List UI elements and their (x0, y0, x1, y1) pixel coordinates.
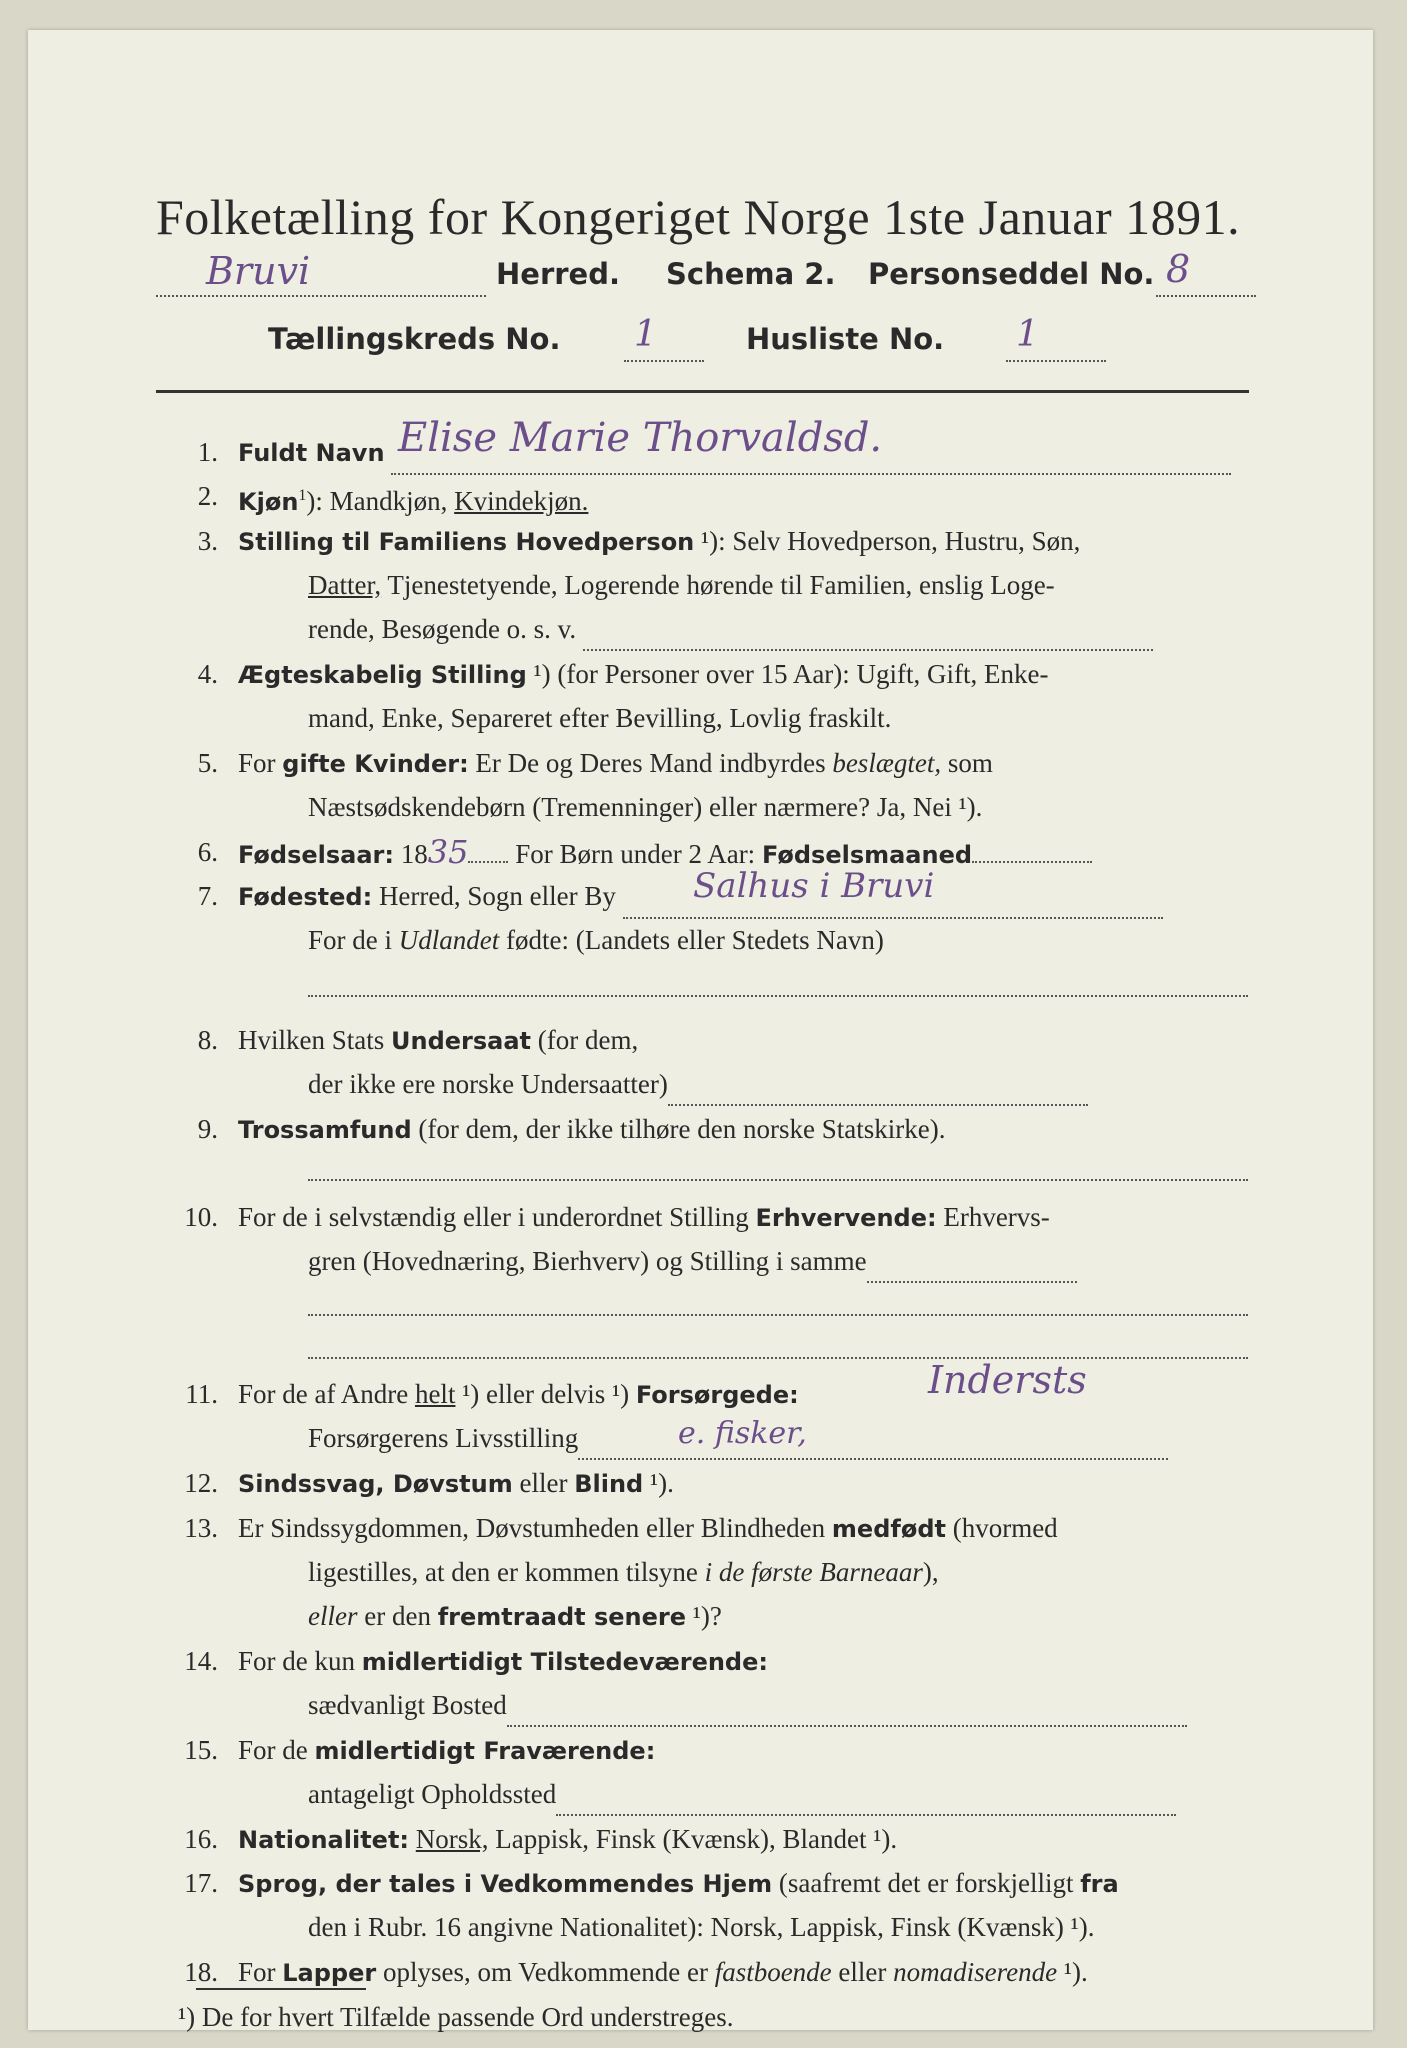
field-11-mid: ¹) eller delvis ¹) (455, 1379, 630, 1409)
field-5-number: 5. (197, 748, 218, 778)
field-14-line-2: sædvanligt Bosted (308, 1690, 507, 1720)
field-3-label: Stilling til Familiens Hovedperson (238, 528, 695, 556)
field-13-label-3: fremtraadt senere (437, 1603, 687, 1631)
field-5-label: gifte Kvinder: (282, 750, 469, 778)
herred-value: Bruvi (206, 249, 311, 293)
field-18-number: 18. (184, 1957, 218, 1987)
occupation-field (867, 1253, 1077, 1283)
field-7-number: 7. (197, 881, 218, 911)
field-10-label: Erhvervende: (755, 1204, 937, 1232)
field-6-children: For Børn under 2 Aar: (515, 839, 756, 869)
religion-field (308, 1151, 1248, 1181)
field-7-line-1: Herred, Sogn eller By (378, 881, 616, 911)
forsorger-value-2: e. fisker, (678, 1416, 807, 1451)
field-12-label-2: Blind (574, 1470, 644, 1498)
field-8-line-2: der ikke ere norske Undersaatter) (308, 1069, 668, 1099)
occupation-field-3 (308, 1329, 1248, 1359)
schema-label: Schema 2. (666, 257, 836, 291)
field-18-italic-1: fastboende (714, 1957, 832, 1987)
field-10-line-1b: Erhvervs- (943, 1202, 1050, 1232)
field-4-label: Ægteskabelig Stilling (238, 661, 527, 689)
field-8-label: Undersaat (391, 1027, 532, 1055)
field-13-line-1b: (hvormed (952, 1513, 1058, 1543)
usual-residence-field (507, 1697, 1187, 1727)
field-8-number: 8. (197, 1025, 218, 1055)
foreign-birthplace-field (308, 965, 1248, 997)
field-15-line-2: antageligt Opholdssted (308, 1779, 557, 1809)
stilling-datter: Datter, (308, 570, 382, 600)
birth-year-field (468, 837, 508, 863)
header-divider (156, 390, 1249, 393)
field-5-line-2: Næstsødskendebørn (Tremenninger) eller nærmere? Ja, Nei ¹). (308, 792, 983, 822)
field-10-number: 10. (184, 1202, 218, 1232)
field-12-post: ¹). (643, 1468, 674, 1498)
field-13-line-1: Er Sindssygdommen, Døvstumheden eller Blindheden (238, 1513, 826, 1543)
field-10-line-2: gren (Hovednæring, Bierhverv) og Stilling i samme (308, 1246, 867, 1276)
personseddel-label: Personseddel No. (868, 257, 1155, 291)
personseddel-value: 8 (1166, 247, 1191, 291)
occupation-field-2 (308, 1286, 1248, 1316)
field-11-label: Forsørgede: (635, 1381, 799, 1409)
field-8-post: (for dem, (537, 1025, 639, 1055)
taellingskreds-label: Tællingskreds No. (268, 322, 561, 356)
field-9-line-1: (for dem, der ikke tilhøre den norske Statskirke). (418, 1114, 946, 1144)
forsorget-helt: helt (414, 1379, 456, 1409)
herred-label: Herred. (496, 257, 620, 291)
field-5-line-1: Er De og Deres Mand indbyrdes (475, 748, 826, 778)
field-11-number: 11. (185, 1379, 218, 1409)
field-5-post: som (941, 748, 993, 778)
field-11-prefix: For de af Andre (238, 1379, 409, 1409)
footnote-divider (196, 1988, 366, 1990)
field-18-prefix: For (238, 1957, 276, 1987)
footnote: ¹) De for hvert Tilfælde passende Ord understreges. (178, 2002, 734, 2032)
field-10-line-1: For de i selvstændig eller i underordnet Stilling (238, 1202, 749, 1232)
provider-field (578, 1430, 1168, 1460)
field-7-line-2c: fødte: (Landets eller Stedets Navn) (499, 925, 884, 955)
field-13-line-2-italic: i de første Barneaar (704, 1557, 923, 1587)
field-2-colon: ): (306, 486, 323, 516)
field-15-number: 15. (184, 1735, 218, 1765)
field-3-number: 3. (197, 526, 218, 556)
field-13-line-2-post: ), (922, 1557, 939, 1587)
field-13-number: 13. (184, 1513, 218, 1543)
field-4-number: 4. (197, 659, 218, 689)
field-7-line-2a: For de i (308, 925, 399, 955)
birth-year-prefix: 18 (400, 839, 428, 869)
field-3-blank (583, 619, 1153, 651)
field-17-line-2: den i Rubr. 16 angivne Nationalitet): Norsk, Lappisk, Finsk (Kvænsk) ¹). (308, 1912, 1095, 1942)
field-17-fra: fra (1080, 1870, 1119, 1898)
kjon-mandkjon: Mandkjøn, (329, 486, 448, 516)
field-17-number: 17. (184, 1868, 218, 1898)
field-8-prefix: Hvilken Stats (238, 1025, 385, 1055)
field-16-rest: Lappisk, Finsk (Kvænsk), Blandet ¹). (488, 1824, 898, 1854)
field-3-line-1: ¹): Selv Hovedperson, Hustru, Søn, (701, 526, 1081, 556)
field-14-label: midlertidigt Tilstedeværende: (361, 1648, 768, 1676)
birth-year-value: 35 (427, 833, 469, 871)
husliste-label: Husliste No. (746, 322, 945, 356)
field-13-label: medfødt (831, 1515, 946, 1543)
field-3-line-3: rende, Besøgende o. s. v. (308, 614, 577, 644)
field-11-line-2: Forsørgerens Livsstilling (308, 1423, 579, 1453)
field-9-label: Trossamfund (238, 1116, 412, 1144)
field-2-label: Kjøn (238, 488, 299, 516)
field-13-line-3-post: ¹)? (686, 1601, 722, 1631)
field-12-mid: eller (519, 1468, 568, 1498)
field-7-line-2b: Udlandet (398, 925, 500, 955)
field-17-label: Sprog, der tales i Vedkommendes Hjem (238, 1870, 773, 1898)
field-12-label-1: Sindssvag, Døvstum (238, 1470, 513, 1498)
birthplace-value: Salhus i Bruvi (693, 866, 935, 906)
field-14-number: 14. (184, 1646, 218, 1676)
field-15-prefix: For de (238, 1735, 308, 1765)
field-5-prefix: For (238, 748, 276, 778)
field-18-post: ¹). (1057, 1957, 1088, 1987)
field-9-number: 9. (197, 1114, 218, 1144)
field-1-label: Fuldt Navn (238, 439, 385, 467)
field-13-line-2: ligestilles, at den er kommen tilsyne (308, 1557, 698, 1587)
field-15-label: midlertidigt Fraværende: (314, 1737, 656, 1765)
field-2-number: 2. (197, 481, 218, 511)
field-16-label: Nationalitet: (238, 1826, 410, 1854)
field-18-italic-2: nomadiserende (893, 1957, 1058, 1987)
form-title: Folketælling for Kongeriget Norge 1ste Januar 1891. (156, 189, 1241, 245)
field-13-line-3-italic: eller (308, 1601, 358, 1631)
kjon-kvindekjon: Kvindekjøn. (454, 486, 589, 516)
nationality-norsk: Norsk, (415, 1824, 489, 1854)
field-4-line-2: mand, Enke, Separeret efter Bevilling, Lovlig fraskilt. (308, 703, 892, 733)
field-14-prefix: For de kun (238, 1646, 355, 1676)
field-4-line-1: ¹) (for Personer over 15 Aar): Ugift, Gift, Enke- (533, 659, 1049, 689)
citizenship-field (668, 1076, 1088, 1106)
field-6-label: Fødselsaar: (238, 841, 394, 869)
husliste-value: 1 (1016, 314, 1039, 355)
birth-month-field (972, 837, 1092, 863)
field-5-italic: beslægtet, (832, 748, 942, 778)
field-17-line-1: (saafremt det er forskjelligt (778, 1868, 1074, 1898)
field-7-label: Fødested: (238, 883, 373, 911)
field-18-label: Lapper (282, 1959, 377, 1987)
field-18-mid: oplyses, om Vedkommende er (382, 1957, 708, 1987)
field-6-number: 6. (197, 837, 218, 867)
name-value: Elise Marie Thorvaldsd. (398, 415, 883, 461)
census-form-page (28, 30, 1373, 2030)
header-line-2 (156, 247, 1256, 307)
field-12-number: 12. (184, 1468, 218, 1498)
birth-month-label: Fødselsmaaned (761, 841, 973, 869)
field-2-sup: 1 (298, 487, 307, 504)
field-18-mid-2: eller (838, 1957, 887, 1987)
field-1-number: 1. (197, 437, 218, 467)
field-16-number: 16. (184, 1824, 218, 1854)
field-3-line-2: Tjenestetyende, Logerende hørende til Familien, enslig Loge- (381, 570, 1055, 600)
whereabouts-field (556, 1786, 1176, 1816)
forsorger-value-1: Indersts (928, 1358, 1087, 1402)
taellingskreds-value: 1 (634, 314, 657, 355)
header-line-3 (156, 314, 1256, 368)
field-13-line-3: er den (364, 1601, 431, 1631)
